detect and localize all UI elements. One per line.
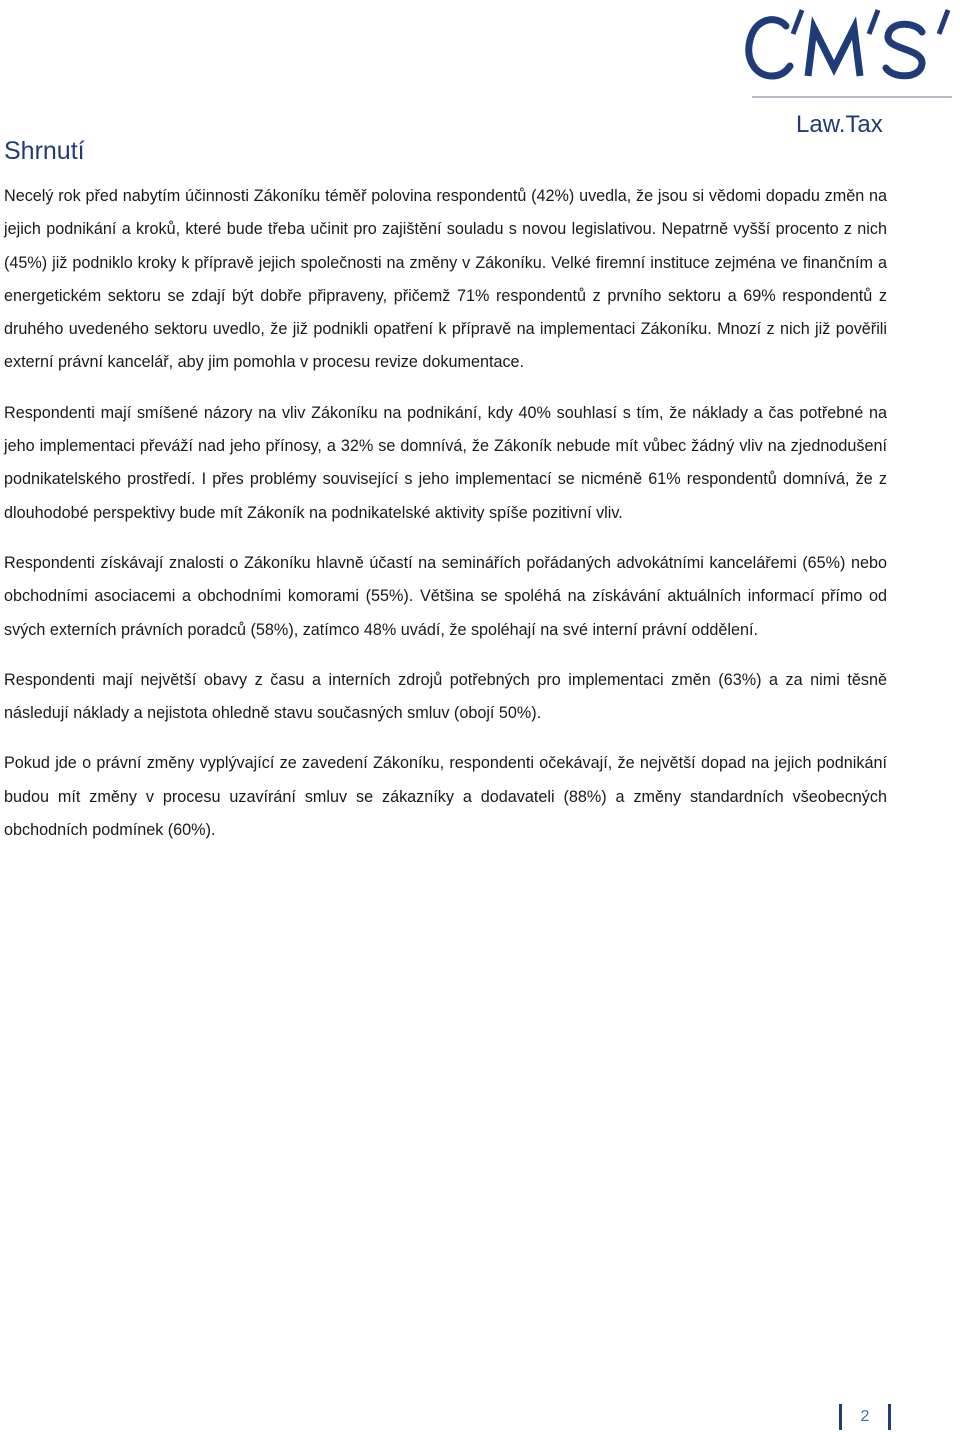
page-number-bar-right: [888, 1404, 891, 1430]
page-number: 2: [860, 1408, 870, 1425]
page-number-block: [839, 1404, 891, 1430]
cms-logo: [738, 0, 960, 140]
paragraph-1: Necelý rok před nabytím účinnosti Zákoníku téměř polovina respondentů (42%) uvedla, že jsou si vědomi dopadu změn na jejich podnikání a kroků, které bude třeba učinit pro zajištění souladu s novou legislativou. Nepatrně vyšší procento z nich (45%) již podniklo kroky k přípravě jejich společnosti na změny v Zákoníku. Velké firemní instituce zejména ve finančním a energetickém sektoru se zdají být dobře připraveny, přičemž 71% respondentů z prvního sektoru a 69% respondentů z druhého uvedeného sektoru uvedlo, že již podnikli opatření k přípravě na implementaci Zákoníku. Mnozí z nich již pověřili externí právní kancelář, aby jim pomohla v procesu revize dokumentace.: [4, 187, 887, 372]
cms-logo-graphic: [738, 0, 960, 140]
logo-tagline: Law.Tax: [796, 111, 883, 138]
paragraph-4: Respondenti mají největší obavy z času a interních zdrojů potřebných pro implementaci změn (63%) a za nimi těsně následují náklady a nejistota ohledně stavu současných smluv (obojí 50%).: [4, 670, 887, 723]
summary-body: [4, 180, 887, 864]
paragraph-2: Respondenti mají smíšené názory na vliv Zákoníku na podnikání, kdy 40% souhlasí s tím, že náklady a čas potřebné na jeho implementaci převáží nad jeho přínosy, a 32% se domnívá, že Zákoník nebude mít vůbec žádný vliv na zjednodušení podnikatelského prostředí. I přes problémy související s jeho implementací se nicméně 61% respondentů domnívá, že z dlouhodobé perspektivy bude mít Zákoník na podnikatelské aktivity spíše pozitivní vliv.: [4, 403, 887, 522]
page-title: Shrnutí: [4, 137, 85, 165]
paragraph-3: Respondenti získávají znalosti o Zákoníku hlavně účastí na seminářích pořádaných advokátními kancelářemi (65%) nebo obchodními asociacemi a obchodními komorami (55%). Většina se spoléhá na získávání aktuálních informací přímo od svých externích právních poradců (58%), zatímco 48% uvádí, že spoléhají na své interní právní oddělení.: [4, 553, 887, 639]
paragraph-5: Pokud jde o právní změny vyplývající ze zavedení Zákoníku, respondenti očekávají, že největší dopad na jejich podnikání budou mít změny v procesu uzavírání smluv se zákazníky a dodavateli (88%) a změny standardních všeobecných obchodních podmínek (60%).: [4, 754, 887, 840]
